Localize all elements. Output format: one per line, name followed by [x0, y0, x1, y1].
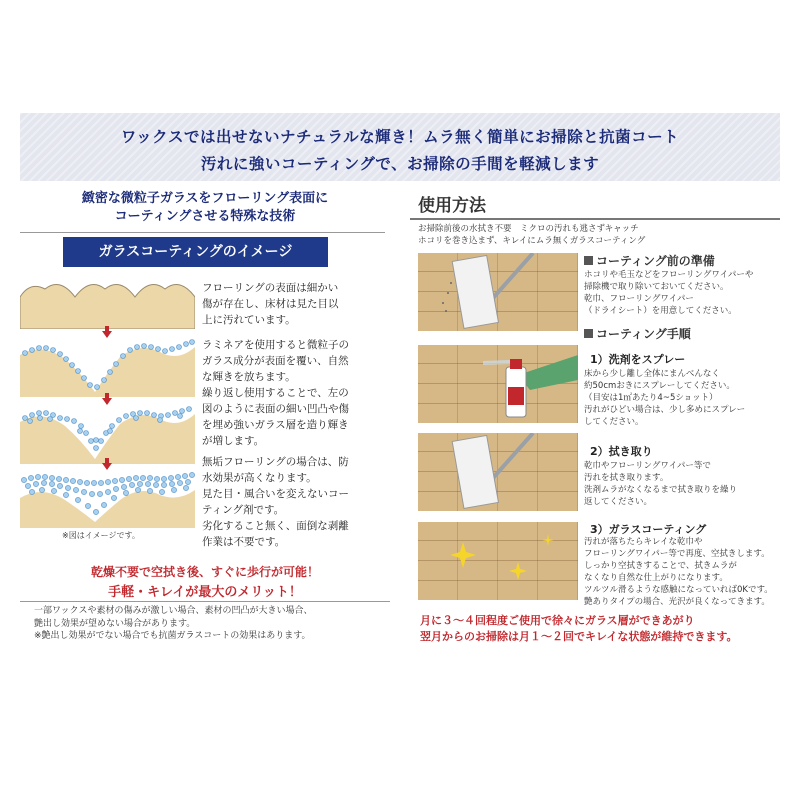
surface-illustration-3: [20, 404, 195, 464]
result-message-1: 月に３～４回程度ご使用で徐々にガラス層ができあがり: [420, 614, 695, 627]
step-1-text: 床から少し離し全体にまんべんなく 約50cmおきにスプレーしてください。 （目安は1㎡あたり4~5ショット） 汚れがひどい場合は、少し多めにスプレー してください。: [584, 369, 746, 427]
description-block-2: ラミネアを使用すると微粒子の ガラス成分が表面を覆い、自然 な輝きを放ちます。 繰り返し使用することで、左の 図のように表面の細い凹凸や傷 を埋め強いガラス層を造り輝き が増します。: [202, 339, 349, 447]
prep-heading: コーティング前の準備: [584, 252, 715, 269]
floor-wiper-icon: [418, 433, 578, 511]
highlight-message-2: 手軽・キレイが最大のメリット！: [108, 585, 302, 600]
step-3-text: 汚れが落ちたらキレイな乾巾や フローリングワイパー等で再度、空拭きします。 しっかり空拭きすることで、拭きムラが なくなり自然な仕上がりになります。 ツルツル滑るような感触になっていれば0Kです。 艶ありタイプの場合、光沢が良くなってきます。: [584, 537, 773, 607]
surface-illustration-4: [20, 470, 195, 528]
sparkle-icon: [418, 522, 578, 600]
procedure-heading: コーティング手順: [584, 325, 691, 342]
intro-text: [20, 190, 390, 226]
step-1-title: 1）洗剤をスプレー: [590, 353, 686, 366]
prep-text: ホコリや毛玉などをフローリングワイパーや 掃除機で取り除いておいてください。 乾巾、フローリングワイパー （ドライシート）を用意してください。: [584, 270, 754, 316]
step-2-title: 2）拭き取り: [590, 445, 653, 458]
wiper-photo-1: [418, 253, 578, 331]
header-banner: [20, 113, 780, 181]
description-block-1: フローリングの表面は細かい 傷が存在し、床材は見た目以 上に汚れています。: [202, 282, 339, 326]
result-message-2: 翌月からのお掃除は月１～２回でキレイな状態が維持できます。: [420, 630, 738, 643]
usage-subtitle: お掃除前後の水拭き不要 ミクロの汚れも逃さずキャッチ ホコリを巻き込まず、キレイにムラ無くガラスコーティング: [418, 224, 646, 246]
highlight-message-1: 乾燥不要で空拭き後、すぐに歩行が可能！: [90, 565, 319, 579]
footnote-divider: [20, 601, 390, 602]
surface-illustration-2: [20, 337, 195, 397]
image-note: ※図はイメージです。: [62, 531, 140, 540]
step-2-text: 乾巾やフローリングワイパー等で 汚れを拭き取ります。 洗剤ムラがなくなるまで拭き取りを繰り 返してください。: [584, 461, 738, 507]
intro-line-2: コーティングさせる特殊な技術: [114, 209, 296, 224]
intro-divider: [20, 232, 385, 233]
surface-illustration-1: [20, 277, 195, 329]
spray-photo: [418, 345, 578, 423]
description-block-3: 無垢フローリングの場合は、防 水効果が高くなります。 見た目・風合いを変えないコー ティング剤です。 劣化すること無く、面倒な剥離 作業は不要です。: [202, 456, 349, 548]
floor-wiper-icon: [418, 253, 578, 331]
footnote: 一部ワックスや素材の傷みが激しい場合、素材の凹凸が大きい場合、 艶出し効果が望めない場合があります。 ※艶出し効果がでない場合でも抗菌ガラスコートの効果はあります。: [34, 606, 313, 641]
wiper-photo-2: [418, 433, 578, 511]
square-bullet-icon: [584, 329, 593, 338]
usage-divider: [410, 218, 780, 220]
arrow-down-icon: [102, 463, 112, 470]
square-bullet-icon: [584, 256, 593, 265]
spray-bottle-icon: [418, 345, 578, 423]
usage-title: 使用方法: [418, 196, 486, 216]
shine-photo: [418, 522, 578, 600]
banner-line-1: ワックスでは出せないナチュラルな輝き！ムラ無く簡単にお掃除と抗菌コート: [120, 128, 680, 146]
banner-line-2: 汚れに強いコーティングで、お掃除の手間を軽減します: [200, 155, 600, 173]
step-3-title: 3）ガラスコーティング: [590, 523, 707, 536]
intro-line-1: 緻密な微粒子ガラスをフローリング表面に: [81, 191, 329, 206]
coating-image-title: ガラスコーティングのイメージ: [63, 237, 328, 267]
